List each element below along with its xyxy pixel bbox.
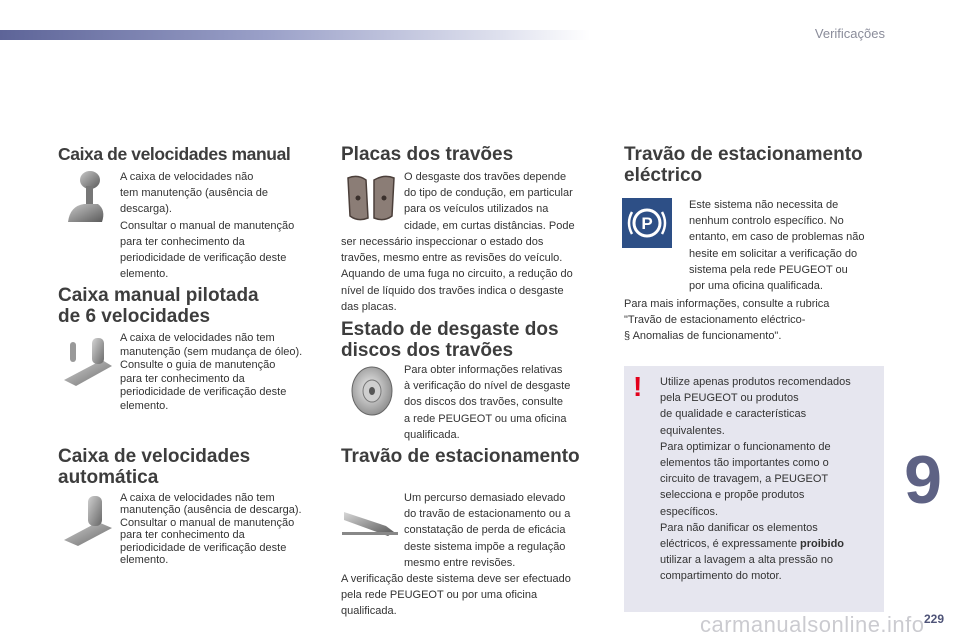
pilot-gearbox-icon (62, 336, 114, 386)
warning-note-text-a: Utilize apenas produtos recomendados pela PEUGEOT ou produtos de qualidade e características equivalentes. Para optimizar o funcionamento de elementos tão importantes como o circuito de travagem, a PEUGEOT selecciona e propõe produtos específicos. Para não danificar os elementos eléctricos, é expressamente (660, 376, 851, 551)
parking-brake-lever-icon (342, 506, 398, 536)
chapter-number: 9 (904, 442, 942, 518)
warning-note-text (660, 374, 882, 585)
text-epb-full: Para mais informações, consulte a rubrica "Travão de estacionamento eléctrico- § Anomalias de funcionamento". (624, 298, 830, 343)
warning-note-text-b: utilizar a lavagem a alta pressão no compartimento do motor. (660, 554, 834, 583)
text-parking-brake-short: Um percurso demasiado elevado do travão de estacionamento ou a constatação de perda de eficácia deste sistema impõe a regulação mesmo entre revisões. (404, 492, 571, 569)
heading-brake-discs-line2: discos dos travões (341, 340, 514, 361)
heading-pilot-gearbox-line2: de 6 velocidades (58, 306, 211, 327)
heading-parking-brake: Travão de estacionamento (341, 446, 580, 467)
brake-pads-icon (344, 172, 398, 224)
heading-brake-discs (341, 319, 559, 361)
text-brake-pads-full: ser necessário inspeccionar o estado dos travões, mesmo entre as revisões do veículo. Aquando de uma fuga no circuito, a redução do nível de líquido dos travões indica o desgaste das placas. (341, 236, 573, 313)
header-decorative-bar (0, 30, 590, 40)
heading-electric-parking-brake (624, 144, 863, 186)
heading-pilot-gearbox (58, 285, 259, 327)
text-pilot-gearbox: A caixa de velocidades não tem manutenção (sem mudança de óleo). Consulte o guia de manutenção para ter conhecimento da periodicidade de verificação deste elemento. (120, 332, 303, 412)
text-brake-discs: Para obter informações relativas à verificação do nível de desgaste dos discos dos travões, consulte a rede PEUGEOT ou uma oficina qualificada. (404, 364, 571, 441)
electric-parking-brake-icon (622, 198, 672, 248)
brake-disc-icon (350, 366, 394, 416)
text-manual-gearbox: A caixa de velocidades não tem manutenção (ausência de descarga). Consultar o manual de manutenção para ter conhecimento da periodicidade de verificação deste elemento. (120, 171, 295, 281)
text-epb-short: Este sistema não necessita de nenhum controlo específico. No entanto, em caso de problemas não hesite em solicitar a verificação do sistema pela rede PEUGEOT ou por uma oficina qualificada. (689, 199, 865, 293)
warning-note-bold: proibido (800, 538, 845, 551)
text-brake-pads-short: O desgaste dos travões depende do tipo de condução, em particular para os veículos utilizados na cidade, em curtas distâncias. Pode (404, 171, 575, 232)
heading-automatic-gearbox-line1: Caixa de velocidades (58, 446, 251, 467)
text-automatic-gearbox: A caixa de velocidades não tem manutenção (ausência de descarga). Consultar o manual de manutenção para ter conhecimento da periodicidade de verificação deste elemento. (120, 492, 302, 567)
heading-brake-pads: Placas dos travões (341, 144, 514, 165)
heading-automatic-gearbox (58, 446, 250, 488)
heading-epb-line2: eléctrico (624, 165, 703, 186)
heading-automatic-gearbox-line2: automática (58, 467, 159, 488)
text-parking-brake-full: A verificação deste sistema deve ser efectuado pela rede PEUGEOT ou por uma oficina qualificada. (341, 573, 571, 618)
heading-epb-line1: Travão de estacionamento (624, 144, 863, 165)
watermark: carmanualsonline.info (700, 612, 925, 637)
section-name: Verificações (814, 26, 885, 41)
heading-brake-discs-line1: Estado de desgaste dos (341, 319, 559, 340)
automatic-gearbox-icon (62, 494, 114, 546)
page-number: 229 (923, 612, 944, 626)
heading-pilot-gearbox-line1: Caixa manual pilotada (58, 285, 259, 306)
heading-manual-gearbox: Caixa de velocidades manual (58, 144, 291, 164)
warning-icon: ! (633, 371, 643, 402)
svg-text:P: P (641, 214, 653, 233)
gear-lever-icon (62, 170, 108, 228)
